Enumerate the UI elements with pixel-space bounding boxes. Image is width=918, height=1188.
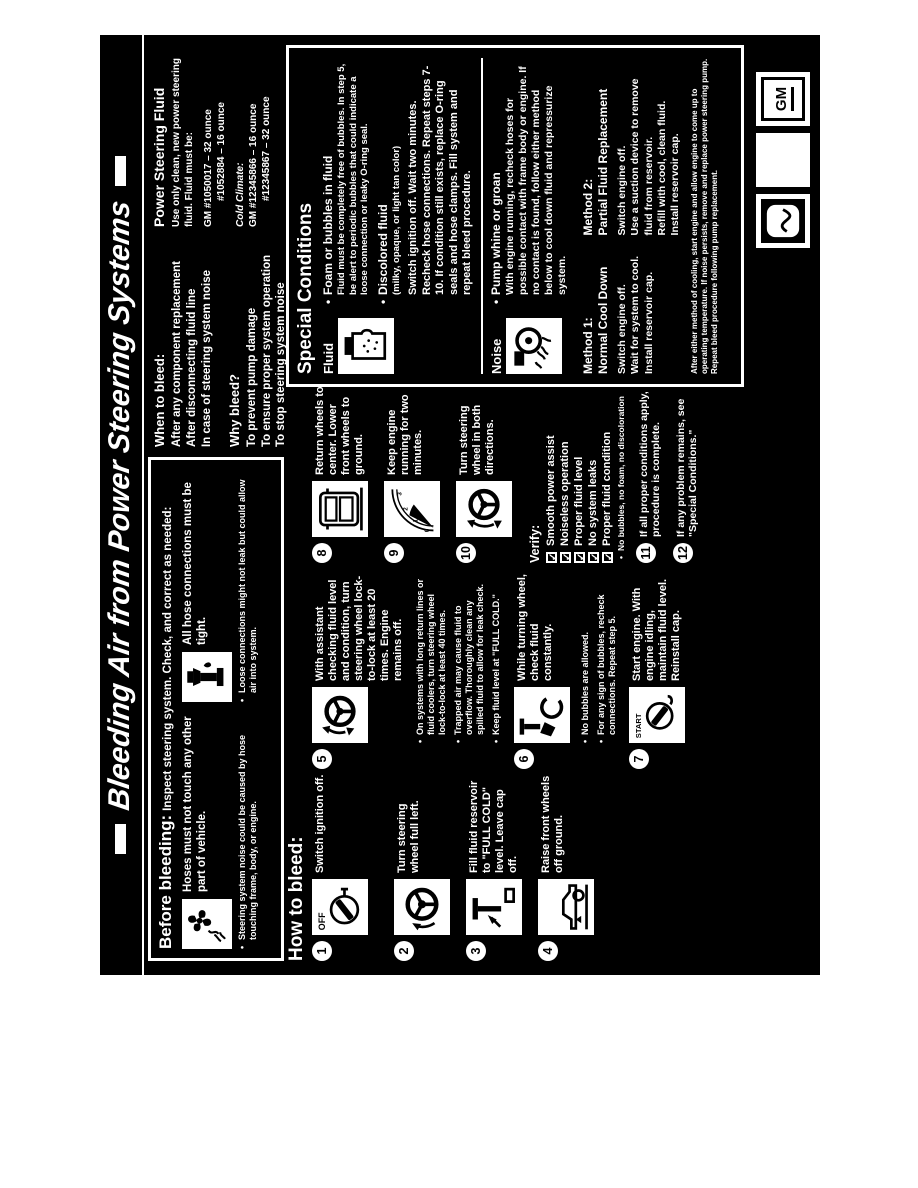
noise-bullet-text: With engine running, recheck hoses for possible contact with frame body or engine. If no contact is found, follow either method below to cool down fluid and repressurize system. [504,66,568,295]
verify-checklist [528,385,626,563]
noise-condition-section [489,58,573,374]
step-1 [312,773,368,961]
step-2 [394,773,450,961]
step-3 [466,773,522,961]
svg-text:3: 3 [396,492,404,496]
noise-label: Noise [489,338,505,374]
reservoir-icon [338,318,394,374]
method-step: Refill with cool, clean fluid. [655,100,668,236]
swoosh-icon [761,199,805,243]
method-step: Switch engine off. [616,284,629,374]
note: • For any sign of bubbles, recheck connections. Repeat step 5. [596,571,618,743]
step-number-badge: 2 [394,941,414,961]
method-1-subheading: Normal Cool Down [596,266,611,374]
step-number-badge: 6 [514,749,534,769]
step-number-badge: 12 [673,543,693,563]
step-9 [384,385,440,563]
fluid-spec-heading: Power Steering Fluid [151,87,167,227]
fluid-condition-section [321,58,474,374]
steering-wheel-left-icon [394,879,450,935]
step-5-notes [415,571,502,743]
why-item: To stop steering system noise [275,282,288,447]
fluid-part-number: GM #1050017 – 32 ounce [203,109,215,227]
step-number-badge: 8 [312,543,332,563]
step-number-badge: 10 [456,543,476,563]
fluid-bullet-title: • Discolored fluid [376,58,390,304]
noise-bullet-title: • Pump whine or groan [489,58,503,304]
checkbox-checked-icon: ✓ [603,552,615,561]
fluid-part-number: GM #12345866 – 16 ounce [248,103,260,227]
method-step: Switch engine off. [616,145,629,236]
title-rule [142,35,144,975]
step-number-badge: 4 [538,941,558,961]
ignition-start-icon [629,687,685,743]
before-bleeding-subheading: Inspect steering system. Check, and correct as needed: [162,506,174,811]
steering-wheel-turn-icon [312,687,368,743]
special-conditions-box [286,45,744,387]
raised-car-icon [538,879,594,935]
page-title: Bleeding Air from Power Steering Systems [103,198,136,812]
fluid-label: Fluid [321,342,336,374]
step-number-badge: 3 [466,941,486,961]
ignition-off-icon [312,879,368,935]
checkbox-checked-icon: ✓ [589,552,601,561]
step-5 [312,571,405,769]
method-2-subheading: Partial Fluid Replacement [596,88,611,236]
why-item: To ensure proper system operation [260,254,273,447]
note: • On systems with long return lines or fluid coolers, turn steering wheel lock-to-lock at least 40 times. [415,571,448,743]
when-item: After disconnecting fluid line [185,288,198,447]
step-8 [312,385,368,563]
step-number-badge: 1 [312,941,332,961]
car-front-icon [312,481,368,537]
verify-check: ✓ Proper fluid condition [601,431,615,561]
step-caption: Return wheels to center. Lower front wheels to ground. [314,386,365,475]
step-caption: Fill fluid reservoir to "FULL COLD" level. Leave cap off. [468,780,519,873]
gauge-icon [384,481,440,537]
checkbox-checked-icon: ✓ [561,552,573,561]
special-conditions-heading: Special Conditions [295,202,316,374]
svg-text:0: 0 [423,528,431,533]
before-bleeding-heading: Before bleeding: [156,814,175,949]
method-step: Install reservoir cap. [668,133,681,236]
verify-check: ✓ Proper fluid level [573,456,587,561]
step-caption: If any problem remains, see "Special Conditions." [674,398,700,537]
why-item: To prevent pump damage [245,307,258,447]
method-1 [581,245,682,374]
step-caption: If all proper conditions apply, procedure is complete. [638,391,663,537]
step-caption: Raise front wheels off ground. [540,775,565,873]
logo-strip [754,60,812,248]
step-7 [629,571,685,769]
before-item-text: All hose connections must be tight. [182,482,208,645]
gm-logo [756,72,810,126]
blank-square [756,133,810,187]
fluid-bullet-text: Fluid must be completely free of bubbles. In step 5, be alert to periodic bubbles that could indicate a loose connection or leaky O-ring seal. [336,63,371,295]
fluid-remedy-text: Switch ignition off. Wait two minutes. Recheck hose connections. Repeat steps 7-10. If condition still exists, replace O-ring seals and hose clamps. Fill system and repeat bleed procedure. [407,65,473,295]
step-number-badge: 11 [636,543,656,563]
step-number-badge: 5 [312,749,332,769]
verify-heading: Verify: [528,524,542,563]
step-6 [514,571,570,769]
before-item-hoses [182,716,259,949]
svg-text:OFF: OFF [316,912,327,931]
method-2 [581,58,682,235]
hose-fan-icon [182,899,232,949]
fluid-part-number: #12345867 – 32 ounce [261,96,273,201]
method-step: Wait for system to cool. [629,255,642,374]
verify-check: ✓ Noiseless operation [559,441,573,561]
check-fluid-icon [514,687,570,743]
step-number-badge: 9 [384,543,404,563]
verify-check: ✓ No system leaks [587,459,601,561]
title-dash-right [115,156,126,186]
step-4 [538,773,594,961]
step-caption: Turn steering wheel full left. [396,800,421,873]
step-11 [636,385,663,563]
svg-text:1: 1 [412,518,420,523]
page-title-row [103,35,137,975]
hose-connection-icon [182,652,232,702]
section-divider [481,58,483,374]
before-item-note: • Loose connections might not leak but could allow air into system. [237,469,259,702]
method-step: Install reservoir cap. [642,271,655,374]
before-item-connections [182,469,259,702]
when-item: In case of steering system noise [200,269,213,447]
svg-text:2: 2 [402,507,410,511]
when-item: After any component replacement [170,261,183,447]
checkbox-checked-icon: ✓ [547,552,559,561]
method-2-heading: Method 2: [581,178,596,236]
pump-icon [506,318,562,374]
step-12 [673,385,700,563]
before-item-note: • Steering system noise could be caused by hose touching frame, body, or engine. [237,716,259,949]
note: • Trapped air may cause fluid to overflow. Thoroughly clean any spilled fluid to allow for leak check. [453,571,486,743]
note: • No bubbles are allowed. [580,571,591,743]
fluid-part-number: #1052884 – 16 ounce [216,102,228,201]
steering-wheel-both-icon [456,481,512,537]
dipstick-icon [466,879,522,935]
step-caption: Switch ignition off. [314,774,326,873]
method-step: Use a suction device to remove fluid from reservoir. [629,78,655,236]
step-caption: With assistant checking fluid level and condition, turn steering wheel lock-to-lock at least 20 times. Engine remains off. [314,575,404,681]
when-why-section [152,235,301,447]
gm-logo-text: GM [773,87,794,111]
fluid-bullet-text: (milky, opaque, or light tan color) [390,145,402,295]
step-caption: Keep engine running for two minutes. [386,394,424,475]
svg-text:START: START [634,713,644,739]
checkbox-checked-icon: ✓ [575,552,587,561]
steps-column-3 [312,385,710,563]
cooldown-methods [581,58,682,374]
how-to-bleed-heading: How to bleed: [286,836,307,961]
fluid-bullet-title: • Foam or bubbles in fluid [321,58,335,304]
step-number-badge: 7 [629,749,649,769]
method-1-heading: Method 1: [581,317,596,374]
cold-climate-heading: Cold Climate: [235,162,247,227]
verify-note: • No bubbles, no foam, no discoloration [616,385,626,559]
step-caption: While turning wheel, check fluid constantly. [515,574,554,681]
why-bleed-heading: Why bleed? [226,374,242,447]
special-conditions-footnote: After either method of cooling, start engine and allow engine to come up to operating temperature. If noise persists, remove and replace power steering pump. Repeat bleed procedure following pump replacement. [689,58,719,374]
before-item-text: Hoses must not touch any other part of vehicle. [182,716,208,892]
steps-column-1 [312,773,610,961]
steering-swoosh-logo [756,194,810,248]
note: • Keep fluid level at "FULL COLD." [491,571,502,743]
verify-check: ✓ Smooth power assist [545,435,559,561]
when-to-bleed-heading: When to bleed: [152,353,167,447]
title-dash-left [115,824,126,854]
before-bleeding-box [148,457,284,961]
manual-sheet [100,35,820,975]
step-caption: Start engine. With engine idling, maintain fluid level. Reinstall cap. [631,578,683,681]
steps-column-2 [312,571,701,769]
fluid-spec-section [150,45,273,227]
step-6-notes [580,571,618,743]
fluid-spec-intro: Use only clean, new power steering fluid. Fluid must be: [171,58,196,227]
step-caption: Turn steering wheel in both directions. [458,404,496,475]
step-10 [456,385,512,563]
